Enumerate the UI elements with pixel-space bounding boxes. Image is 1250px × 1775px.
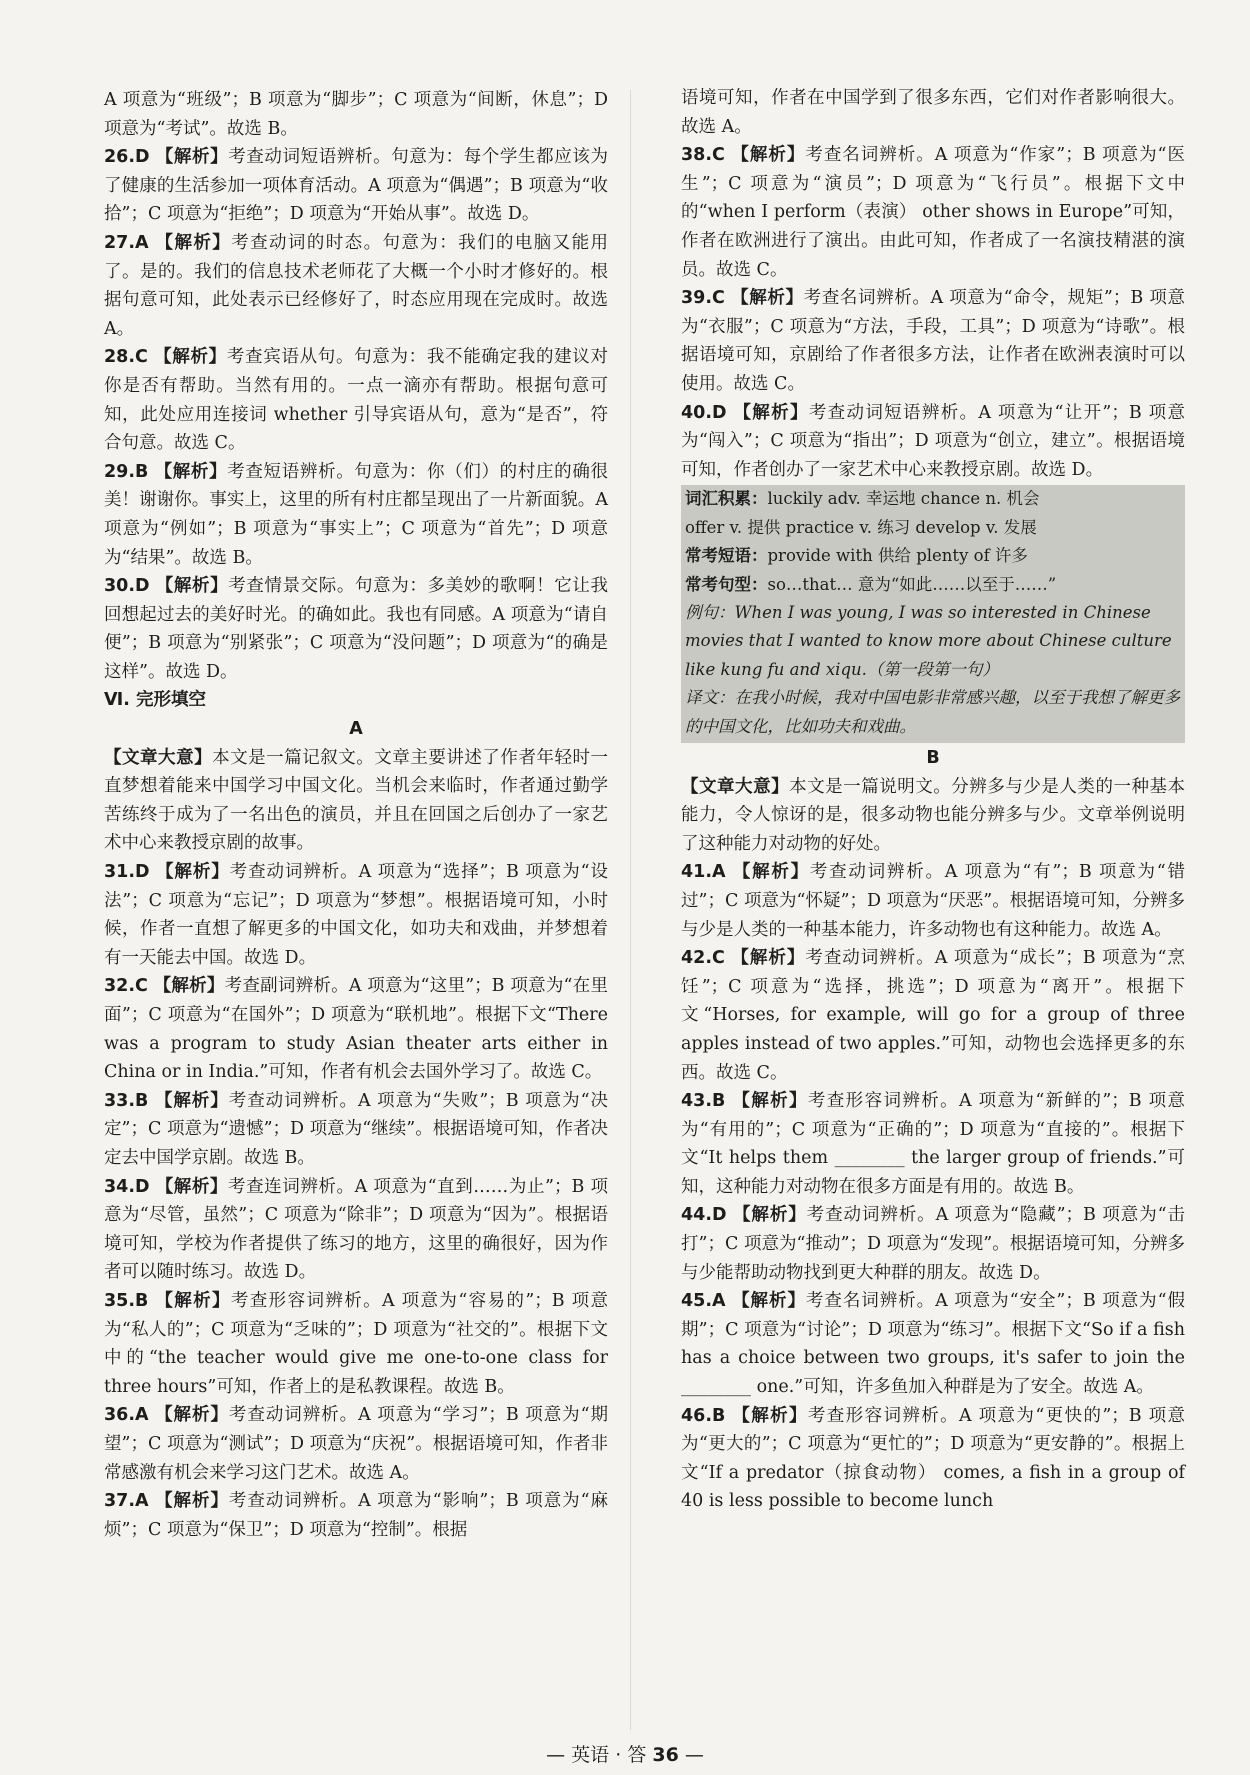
- continued-text: A 项意为“班级”；B 项意为“脚步”；C 项意为“间断，休息”；D 项意为“考试”。故选 B。: [104, 90, 608, 139]
- summary-tag: 【文章大意】: [681, 776, 790, 797]
- answer-item: [681, 1201, 1185, 1287]
- question-number: 34.D: [104, 1176, 150, 1197]
- answer-item: [681, 858, 1185, 944]
- question-number: 42.C: [681, 948, 725, 969]
- analysis-text: 考查动词辨析。A 项意为“有”；B 项意为“错过”；C 项意为“怀疑”；D 项意为“厌恶”。根据语境可知，分辨多与少是人类的一种基本能力，许多动物也有这种能力。故选 A。: [681, 862, 1185, 940]
- column-divider: [630, 90, 631, 1730]
- analysis-tag: 【解析】: [155, 1491, 229, 1512]
- footer-subject: 英语: [571, 1744, 610, 1766]
- answer-item: [104, 143, 608, 229]
- analysis-tag: 【解析】: [154, 1090, 229, 1111]
- continued-text: 语境可知，作者在中国学到了很多东西，它们对作者影响很大。故选 A。: [681, 88, 1185, 137]
- answer-item: [104, 1173, 608, 1287]
- answer-item: [104, 458, 608, 572]
- vocab-line: [685, 485, 1181, 513]
- analysis-tag: 【解析】: [155, 232, 232, 253]
- passage-summary: [104, 744, 608, 858]
- answer-item: [104, 972, 608, 1086]
- analysis-text: 考查动词辨析。A 项意为“选择”；B 项意为“设法”；C 项意为“忘记”；D 项意为“梦想”。根据语境可知，小时候，作者一直想了解更多的中国文化，如功夫和戏曲，并梦想着有一天能去中国。故选 D。: [104, 862, 608, 968]
- pattern-text: so…that… 意为“如此……以至于……”: [767, 574, 1057, 594]
- analysis-tag: 【解析】: [731, 288, 804, 309]
- analysis-text: 考查形容词辨析。A 项意为“新鲜的”；B 项意为“有用的”；C 项意为“正确的”；D 项意为“直接的”。根据下文“It helps them ________ the larger group of friends.”可知，这种能力对动物在很多方面是有用的。故选 B。: [681, 1091, 1185, 1197]
- question-number: 43.B: [681, 1091, 726, 1112]
- analysis-tag: 【解析】: [731, 145, 806, 166]
- analysis-text: 考查形容词辨析。A 项意为“更快的”；B 项意为“更大的”；C 项意为“更忙的”；D 项意为“更安静的”。根据上文“If a predator（掠食动物） comes, a fish in a group of 40 is less possible to become lunch: [681, 1405, 1185, 1512]
- left-column: [104, 86, 608, 1544]
- vocab-words: luckily adv. 幸运地 chance n. 机会: [767, 489, 1040, 509]
- answer-item: [104, 1087, 608, 1173]
- vocab-label: 词汇积累：: [685, 489, 768, 509]
- question-number: 40.D: [681, 402, 727, 423]
- answer-item: [104, 229, 608, 343]
- analysis-tag: 【解析】: [733, 1205, 807, 1226]
- analysis-tag: 【解析】: [733, 402, 809, 423]
- question-number: 30.D: [104, 576, 150, 597]
- analysis-text: 考查副词辨析。A 项意为“这里”；B 项意为“在里面”；C 项意为“在国外”；D 项意为“联机地”。根据下文“There was a program to study Asian theater arts either in China or in India.”可知，作者有机会去国外学习了。故选 C。: [104, 976, 608, 1083]
- analysis-tag: 【解析】: [155, 1176, 229, 1197]
- analysis-text: 考查动词辨析。A 项意为“失败”；B 项意为“决定”；C 项意为“遗憾”；D 项意为“继续”。根据语境可知，作者决定去中国学京剧。故选 B。: [104, 1090, 608, 1168]
- analysis-text: 考查情景交际。句意为：多美妙的歌啊！它让我回想起过去的美好时光。的确如此。我也有同感。A 项意为“请自便”；B 项意为“别紧张”；C 项意为“没问题”；D 项意为“的确是这样”。故选 D。: [104, 576, 608, 682]
- answer-item: [681, 1087, 1185, 1201]
- translation-sentence: 译文：在我小时候，我对中国电影非常感兴趣，以至于我想了解更多的中国文化，比如功夫和戏曲。: [685, 688, 1180, 736]
- answer-item: [104, 1401, 608, 1487]
- answer-item: [681, 399, 1185, 485]
- analysis-text: 考查动词的时态。句意为：我们的电脑又能用了。是的。我们的信息技术老师花了大概一个小时才修好的。根据句意可知，此处表示已经修好了，时态应用现在完成时。故选 A。: [104, 232, 609, 339]
- analysis-tag: 【解析】: [153, 976, 225, 997]
- question-number: 35.B: [104, 1290, 149, 1311]
- question-number: 28.C: [104, 347, 148, 368]
- answer-item: [681, 944, 1185, 1087]
- analysis-text: 考查宾语从句。句意为：我不能确定我的建议对你是否有帮助。当然有用的。一点一滴亦有帮助。根据句意可知，此处应用连接词 whether 引导宾语从句，意为“是否”，符合句意。故选 C。: [104, 347, 608, 454]
- phrase-text: provide with 供给 plenty of 许多: [767, 546, 1028, 566]
- right-column: [681, 84, 1185, 1516]
- analysis-text: 考查动词短语辨析。句意为：每个学生都应该为了健康的生活参加一项体育活动。A 项意为“偶遇”；B 项意为“收拾”；C 项意为“拒绝”；D 项意为“开始从事”。故选 D。: [104, 147, 608, 225]
- analysis-tag: 【解析】: [732, 1405, 808, 1426]
- question-number: 37.A: [104, 1491, 149, 1512]
- question-number: 44.D: [681, 1205, 727, 1226]
- footer-dot: ·: [615, 1744, 622, 1766]
- pattern-label: 常考句型：: [685, 574, 768, 594]
- analysis-text: 考查形容词辨析。A 项意为“容易的”；B 项意为“私人的”；C 项意为“乏味的”；D 项意为“社交的”。根据下文中的“the teacher would give me one-to-one class for three hours”可知，作者上的是私教课程。故选 B。: [104, 1290, 608, 1397]
- analysis-tag: 【解析】: [156, 862, 230, 883]
- analysis-text: 考查名词辨析。A 项意为“作家”；B 项意为“医生”；C 项意为“演员”；D 项意为“飞行员”。根据下文中的“when I perform（表演） other shows in Europe”可知，作者在欧洲进行了演出。由此可知，作者成了一名演技精湛的演员。故选 C。: [681, 145, 1185, 280]
- answer-item: [681, 1402, 1185, 1516]
- question-number: 29.B: [104, 461, 149, 482]
- example-sentence: 例句：When I was young, I was so interested in Chinese movies that I wanted to know more about Chinese culture like kung fu and xiqu.（第一段第一句）: [685, 602, 1172, 679]
- question-number: 32.C: [104, 976, 148, 997]
- phrase-label: 常考短语：: [685, 546, 768, 566]
- question-number: 38.C: [681, 145, 725, 166]
- analysis-tag: 【解析】: [154, 461, 228, 482]
- analysis-tag: 【解析】: [732, 1291, 806, 1312]
- question-number: 41.A: [681, 862, 726, 883]
- question-number: 39.C: [681, 288, 725, 309]
- phrase-line: [685, 542, 1181, 570]
- question-number: 46.B: [681, 1405, 726, 1426]
- analysis-tag: 【解析】: [731, 948, 806, 969]
- question-number: 31.D: [104, 862, 150, 883]
- page-footer: [0, 1740, 1250, 1767]
- question-number: 36.A: [104, 1405, 149, 1426]
- answer-item: [681, 284, 1185, 398]
- question-number: 27.A: [104, 232, 149, 253]
- passage-summary: [681, 773, 1185, 859]
- answer-item: [104, 1287, 608, 1401]
- analysis-text: 考查短语辨析。句意为：你（们）的村庄的确很美！谢谢你。事实上，这里的所有村庄都呈现出了一片新面貌。A 项意为“例如”；B 项意为“事实上”；C 项意为“首先”；D 项意为“结果”。故选 B。: [104, 461, 608, 568]
- summary-text: 本文是一篇记叙文。文章主要讲述了作者年轻时一直梦想着能来中国学习中国文化。当机会来临时，作者通过勤学苦练终于成为了一名出色的演员，并且在回国之后创办了一家艺术中心来教授京剧的故事。: [104, 747, 609, 854]
- answer-item: [104, 1487, 608, 1544]
- vocab-line: offer v. 提供 practice v. 练习 develop v. 发展: [685, 517, 1037, 537]
- vocabulary-box: [681, 485, 1185, 743]
- question-number: 33.B: [104, 1090, 149, 1111]
- passage-label: B: [926, 747, 940, 768]
- analysis-text: 考查动词短语辨析。A 项意为“让开”；B 项意为“闯入”；C 项意为“指出”；D 项意为“创立，建立”。根据语境可知，作者创办了一家艺术中心来教授京剧。故选 D。: [681, 402, 1185, 480]
- analysis-tag: 【解析】: [155, 1405, 229, 1426]
- passage-label: A: [349, 719, 363, 740]
- answer-item: [104, 343, 608, 457]
- analysis-text: 考查动词辨析。A 项意为“隐藏”；B 项意为“击打”；C 项意为“推动”；D 项意为“发现”。根据语境可知，分辨多与少能帮助动物找到更大种群的朋友。故选 D。: [681, 1205, 1185, 1283]
- analysis-text: 考查名词辨析。A 项意为“安全”；B 项意为“假期”；C 项意为“讨论”；D 项意为“练习”。根据下文“So if a fish has a choice between two groups, it's safer to join the ________ one.”可知，许多鱼加入种群是为了安全。故选 A。: [681, 1291, 1186, 1398]
- answer-item: [681, 141, 1185, 284]
- answer-item: [681, 1287, 1185, 1401]
- analysis-tag: 【解析】: [732, 1091, 808, 1112]
- analysis-tag: 【解析】: [155, 576, 229, 597]
- section-heading: Ⅵ. 完形填空: [104, 690, 206, 711]
- footer-answer-label: 答: [627, 1744, 647, 1766]
- page-number: 36: [652, 1744, 679, 1766]
- analysis-text: 考查动词辨析。A 项意为“影响”；B 项意为“麻烦”；C 项意为“保卫”；D 项意为“控制”。根据: [104, 1491, 609, 1540]
- summary-text: 本文是一篇说明文。分辨多与少是人类的一种基本能力，令人惊讶的是，很多动物也能分辨多与少。文章举例说明了这种能力对动物的好处。: [681, 776, 1186, 854]
- answer-item: [104, 572, 608, 686]
- footer-dash-right: —: [684, 1744, 704, 1766]
- answer-item: [104, 858, 608, 972]
- analysis-text: 考查动词辨析。A 项意为“学习”；B 项意为“期望”；C 项意为“测试”；D 项意为“庆祝”。根据语境可知，作者非常感激有机会来学习这门艺术。故选 A。: [104, 1405, 609, 1483]
- analysis-tag: 【解析】: [732, 862, 810, 883]
- pattern-line: [685, 571, 1181, 599]
- analysis-text: 考查连词辨析。A 项意为“直到……为止”；B 项意为“尽管，虽然”；C 项意为“除非”；D 项意为“因为”。根据语境可知，学校为作者提供了练习的地方，这里的确很好，因为作者可以随时练习。故选 D。: [104, 1176, 608, 1283]
- footer-dash-left: —: [546, 1744, 566, 1766]
- analysis-text: 考查动词辨析。A 项意为“成长”；B 项意为“烹饪”；C 项意为“选择，挑选”；D 项意为“离开”。根据下文“Horses, for example, will go for a group of three apples instead of two apples.”可知，动物也会选择更多的东西。故选 C。: [681, 948, 1185, 1083]
- question-number: 45.A: [681, 1291, 726, 1312]
- analysis-tag: 【解析】: [154, 347, 227, 368]
- analysis-tag: 【解析】: [155, 1290, 231, 1311]
- question-number: 26.D: [104, 147, 150, 168]
- analysis-text: 考查名词辨析。A 项意为“命令，规矩”；B 项意为“衣服”；C 项意为“方法，手段，工具”；D 项意为“诗歌”。根据语境可知，京剧给了作者很多方法，让作者在欧洲表演时可以使用。故选 C。: [681, 288, 1186, 394]
- analysis-tag: 【解析】: [155, 147, 229, 168]
- summary-tag: 【文章大意】: [104, 747, 213, 768]
